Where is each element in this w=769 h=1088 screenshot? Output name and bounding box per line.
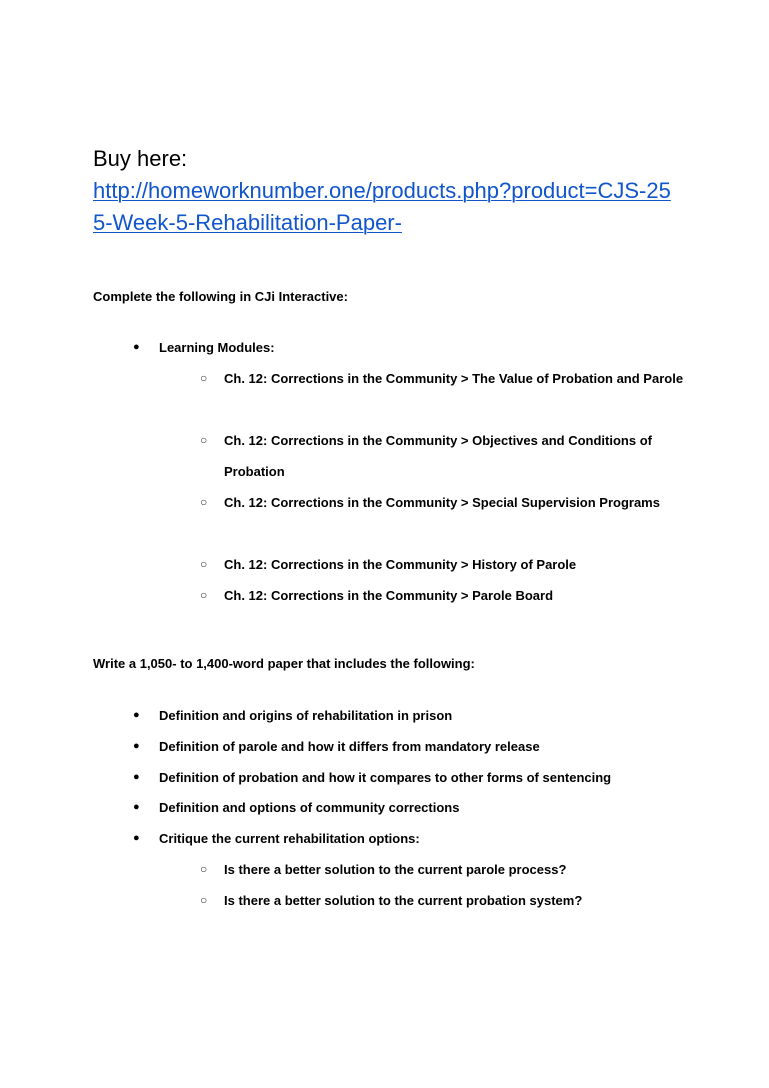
module-item [200,549,694,580]
requirement-text: Critique the current rehabilitation options: [159,831,420,846]
requirement-item [133,731,540,762]
subbullet-marker: ○ [200,433,208,447]
buy-here-block [93,143,693,239]
critique-question-text: Is there a better solution to the current parole process? [224,862,567,877]
bullet-marker: ● [133,771,140,783]
subbullet-marker: ○ [200,557,208,571]
requirement-text: Definition of parole and how it differs from mandatory release [159,739,540,754]
subbullet-marker: ○ [200,495,208,509]
bullet-marker: ● [133,801,140,813]
requirement-text: Definition and options of community corrections [159,800,460,815]
learning-modules-bullet [133,332,275,363]
bullet-marker: ● [133,341,140,353]
subbullet-marker: ○ [200,371,208,385]
bullet-marker: ● [133,740,140,752]
section1-intro: Complete the following in CJi Interactive: [93,289,348,304]
module-item-text: Ch. 12: Corrections in the Community > Parole Board [224,588,554,603]
critique-question [200,854,694,885]
requirement-item [133,700,453,731]
module-item [200,425,694,487]
module-item-text: Ch. 12: Corrections in the Community > History of Parole [224,557,577,572]
module-item [200,580,694,611]
module-item-text: Ch. 12: Corrections in the Community > Special Supervision Programs [224,495,660,510]
module-item-text: Ch. 12: Corrections in the Community > Objectives and Conditions of Probation [224,433,652,479]
learning-modules-label: Learning Modules: [159,340,275,355]
critique-question [200,885,694,916]
section2-intro: Write a 1,050- to 1,400-word paper that includes the following: [93,656,475,671]
bullet-marker: ● [133,832,140,844]
module-item [200,487,694,518]
critique-question-text: Is there a better solution to the current probation system? [224,893,583,908]
requirement-item [133,792,460,823]
requirement-text: Definition of probation and how it compares to other forms of sentencing [159,770,612,785]
buy-here-label: Buy here: [93,146,188,171]
requirement-text: Definition and origins of rehabilitation in prison [159,708,453,723]
module-item-text: Ch. 12: Corrections in the Community > The Value of Probation and Parole [224,371,684,386]
bullet-marker: ● [133,709,140,721]
requirement-item [133,823,420,854]
subbullet-marker: ○ [200,588,208,602]
requirement-item [133,762,612,793]
module-item [200,363,694,394]
subbullet-marker: ○ [200,893,208,907]
product-link[interactable]: http://homeworknumber.one/products.php?product=CJS-255-Week-5-Rehabilitation-Paper- [93,178,671,235]
subbullet-marker: ○ [200,862,208,876]
